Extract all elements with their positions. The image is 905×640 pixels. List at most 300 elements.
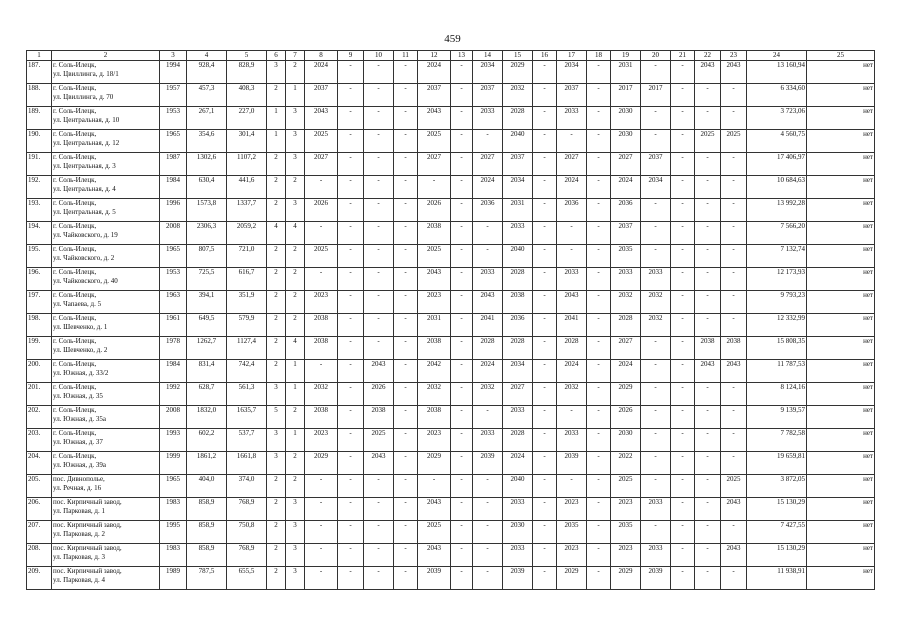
row-number: 205. xyxy=(27,475,52,498)
cell-c19: 2036 xyxy=(611,199,641,222)
address-locality: г. Соль-Илецк, xyxy=(53,337,97,345)
cell-c22: 2025 xyxy=(695,130,721,153)
cell-c14: 2024 xyxy=(473,360,503,383)
cell-cost: 15 130,29 xyxy=(747,544,807,567)
cell-c21: - xyxy=(671,429,695,452)
address-cell xyxy=(52,61,160,84)
cell-entrances: 2 xyxy=(286,268,305,291)
cell-c17: - xyxy=(557,130,587,153)
cell-floors: 2 xyxy=(267,199,286,222)
cell-cost: 7 427,55 xyxy=(747,521,807,544)
cell-c22: - xyxy=(695,291,721,314)
address-street: ул. Центральная, д. 4 xyxy=(53,184,116,193)
housing-register-table xyxy=(26,50,875,590)
cell-c18: - xyxy=(587,61,611,84)
cell-area-living: 721,0 xyxy=(227,245,267,268)
cell-c9: - xyxy=(338,383,364,406)
cell-c20: 2034 xyxy=(641,176,671,199)
cell-c21: - xyxy=(671,245,695,268)
cell-area-total: 1262,7 xyxy=(187,337,227,360)
column-header-24: 24 xyxy=(747,51,807,61)
cell-c23: - xyxy=(721,429,747,452)
row-number: 191. xyxy=(27,153,52,176)
cell-c12: 2043 xyxy=(418,498,451,521)
cell-floors: 2 xyxy=(267,337,286,360)
cell-c18: - xyxy=(587,360,611,383)
cell-c20: 2033 xyxy=(641,268,671,291)
cell-c14: - xyxy=(473,521,503,544)
cell-c14: 2024 xyxy=(473,176,503,199)
cell-c8: - xyxy=(305,475,338,498)
cell-area-total: 1573,8 xyxy=(187,199,227,222)
cell-c21: - xyxy=(671,176,695,199)
cell-c10: - xyxy=(364,176,394,199)
cell-flag: нет xyxy=(807,107,875,130)
cell-flag: нет xyxy=(807,406,875,429)
cell-c13: - xyxy=(451,222,473,245)
table-row xyxy=(27,337,875,360)
cell-c21: - xyxy=(671,107,695,130)
cell-c10: - xyxy=(364,544,394,567)
cell-c18: - xyxy=(587,107,611,130)
cell-c8: - xyxy=(305,360,338,383)
cell-c8: - xyxy=(305,544,338,567)
cell-c16: - xyxy=(533,107,557,130)
cell-entrances: 2 xyxy=(286,406,305,429)
cell-area-living: 537,7 xyxy=(227,429,267,452)
column-header-20: 20 xyxy=(641,51,671,61)
cell-c22: 2043 xyxy=(695,61,721,84)
cell-c17: 2036 xyxy=(557,199,587,222)
cell-c17: 2029 xyxy=(557,567,587,590)
table-row xyxy=(27,291,875,314)
cell-area-living: 1635,7 xyxy=(227,406,267,429)
cell-area-living: 374,0 xyxy=(227,475,267,498)
row-number: 203. xyxy=(27,429,52,452)
cell-area-total: 404,0 xyxy=(187,475,227,498)
cell-c17: 2024 xyxy=(557,360,587,383)
address-street: ул. Речная, д. 16 xyxy=(53,483,102,492)
register-body xyxy=(27,61,875,590)
cell-c20: - xyxy=(641,360,671,383)
cell-c14: 2041 xyxy=(473,314,503,337)
cell-cost: 11 787,53 xyxy=(747,360,807,383)
cell-c11: - xyxy=(394,337,418,360)
cell-c19: 2017 xyxy=(611,84,641,107)
cell-area-living: 1127,4 xyxy=(227,337,267,360)
cell-c22: - xyxy=(695,544,721,567)
cell-c19: 2029 xyxy=(611,383,641,406)
address-street: ул. Южная, д. 35 xyxy=(53,391,103,400)
cell-c10: 2025 xyxy=(364,429,394,452)
cell-flag: нет xyxy=(807,567,875,590)
cell-c14: - xyxy=(473,475,503,498)
cell-year: 1987 xyxy=(160,153,187,176)
cell-c15: 2033 xyxy=(503,406,533,429)
row-number: 204. xyxy=(27,452,52,475)
cell-c11: - xyxy=(394,383,418,406)
address-street: ул. Южная, д. 35а xyxy=(53,414,107,423)
cell-c17: 2034 xyxy=(557,61,587,84)
cell-c11: - xyxy=(394,521,418,544)
row-number: 208. xyxy=(27,544,52,567)
cell-c19: 2035 xyxy=(611,245,641,268)
cell-area-total: 354,6 xyxy=(187,130,227,153)
cell-c20: - xyxy=(641,521,671,544)
cell-cost: 15 808,35 xyxy=(747,337,807,360)
cell-c17: 2023 xyxy=(557,544,587,567)
address-locality: г. Соль-Илецк, xyxy=(53,176,97,184)
cell-c15: 2037 xyxy=(503,153,533,176)
cell-year: 1996 xyxy=(160,199,187,222)
cell-area-total: 787,5 xyxy=(187,567,227,590)
address-street: ул. Чайковского, д. 19 xyxy=(53,230,118,239)
table-row xyxy=(27,360,875,383)
cell-c14: - xyxy=(473,130,503,153)
cell-c16: - xyxy=(533,245,557,268)
cell-entrances: 3 xyxy=(286,521,305,544)
cell-c21: - xyxy=(671,199,695,222)
cell-c10: - xyxy=(364,107,394,130)
cell-area-total: 630,4 xyxy=(187,176,227,199)
cell-c10: - xyxy=(364,291,394,314)
address-street: ул. Парковая, д. 3 xyxy=(53,552,105,561)
cell-c14: - xyxy=(473,544,503,567)
cell-area-total: 1861,2 xyxy=(187,452,227,475)
cell-c21: - xyxy=(671,337,695,360)
cell-c10: - xyxy=(364,268,394,291)
cell-flag: нет xyxy=(807,475,875,498)
cell-c16: - xyxy=(533,176,557,199)
cell-c23: 2043 xyxy=(721,498,747,521)
cell-c13: - xyxy=(451,199,473,222)
cell-c9: - xyxy=(338,429,364,452)
cell-c12: 2024 xyxy=(418,61,451,84)
cell-c10: - xyxy=(364,337,394,360)
cell-c8: 2023 xyxy=(305,429,338,452)
cell-year: 1961 xyxy=(160,314,187,337)
cell-floors: 2 xyxy=(267,268,286,291)
cell-c16: - xyxy=(533,429,557,452)
cell-c15: 2028 xyxy=(503,337,533,360)
address-street: ул. Центральная, д. 3 xyxy=(53,161,116,170)
cell-c14: - xyxy=(473,406,503,429)
cell-area-living: 579,9 xyxy=(227,314,267,337)
cell-c10: - xyxy=(364,199,394,222)
cell-c12: 2032 xyxy=(418,383,451,406)
cell-cost: 13 160,94 xyxy=(747,61,807,84)
cell-c18: - xyxy=(587,452,611,475)
cell-c23: - xyxy=(721,452,747,475)
cell-c12: 2038 xyxy=(418,222,451,245)
address-cell xyxy=(52,544,160,567)
column-header-15: 15 xyxy=(503,51,533,61)
cell-floors: 2 xyxy=(267,360,286,383)
cell-c19: 2031 xyxy=(611,61,641,84)
cell-c22: 2038 xyxy=(695,337,721,360)
cell-c11: - xyxy=(394,498,418,521)
address-cell xyxy=(52,107,160,130)
cell-c9: - xyxy=(338,360,364,383)
cell-area-living: 301,4 xyxy=(227,130,267,153)
cell-c23: 2043 xyxy=(721,61,747,84)
cell-c9: - xyxy=(338,153,364,176)
table-row xyxy=(27,107,875,130)
cell-c21: - xyxy=(671,314,695,337)
cell-year: 1983 xyxy=(160,544,187,567)
table-row xyxy=(27,61,875,84)
table-row xyxy=(27,521,875,544)
cell-c16: - xyxy=(533,291,557,314)
address-street: ул. Центральная, д. 12 xyxy=(53,138,120,147)
cell-c14: 2037 xyxy=(473,84,503,107)
cell-c13: - xyxy=(451,498,473,521)
cell-year: 1953 xyxy=(160,268,187,291)
cell-c8: - xyxy=(305,567,338,590)
cell-c17: 2027 xyxy=(557,153,587,176)
cell-c22: - xyxy=(695,268,721,291)
cell-c23: - xyxy=(721,291,747,314)
cell-entrances: 1 xyxy=(286,383,305,406)
cell-c16: - xyxy=(533,544,557,567)
cell-c21: - xyxy=(671,84,695,107)
cell-area-total: 858,9 xyxy=(187,498,227,521)
cell-c12: 2038 xyxy=(418,406,451,429)
cell-c22: - xyxy=(695,521,721,544)
cell-flag: нет xyxy=(807,176,875,199)
cell-entrances: 1 xyxy=(286,360,305,383)
address-street: ул. Шевченко, д. 2 xyxy=(53,345,108,354)
address-cell xyxy=(52,222,160,245)
cell-c11: - xyxy=(394,291,418,314)
cell-c12: 2026 xyxy=(418,199,451,222)
cell-c22: - xyxy=(695,107,721,130)
cell-c20: 2033 xyxy=(641,544,671,567)
cell-c8: 2032 xyxy=(305,383,338,406)
cell-c16: - xyxy=(533,521,557,544)
cell-floors: 2 xyxy=(267,153,286,176)
column-header-14: 14 xyxy=(473,51,503,61)
cell-c14: - xyxy=(473,498,503,521)
cell-flag: нет xyxy=(807,429,875,452)
cell-c14: 2033 xyxy=(473,107,503,130)
cell-c21: - xyxy=(671,406,695,429)
table-row xyxy=(27,452,875,475)
cell-c23: - xyxy=(721,268,747,291)
cell-c10: 2043 xyxy=(364,452,394,475)
cell-c18: - xyxy=(587,337,611,360)
cell-c13: - xyxy=(451,291,473,314)
cell-entrances: 3 xyxy=(286,567,305,590)
cell-c16: - xyxy=(533,567,557,590)
cell-c13: - xyxy=(451,452,473,475)
cell-c9: - xyxy=(338,337,364,360)
cell-year: 1993 xyxy=(160,429,187,452)
row-number: 190. xyxy=(27,130,52,153)
cell-c11: - xyxy=(394,475,418,498)
table-row xyxy=(27,544,875,567)
cell-c16: - xyxy=(533,153,557,176)
cell-c13: - xyxy=(451,84,473,107)
column-header-13: 13 xyxy=(451,51,473,61)
cell-year: 1978 xyxy=(160,337,187,360)
cell-entrances: 2 xyxy=(286,176,305,199)
cell-area-total: 267,1 xyxy=(187,107,227,130)
cell-c22: - xyxy=(695,222,721,245)
cell-c19: 2033 xyxy=(611,268,641,291)
cell-area-total: 858,9 xyxy=(187,544,227,567)
cell-c21: - xyxy=(671,521,695,544)
cell-year: 1965 xyxy=(160,130,187,153)
cell-area-living: 616,7 xyxy=(227,268,267,291)
cell-c15: 2027 xyxy=(503,383,533,406)
cell-c21: - xyxy=(671,498,695,521)
cell-c13: - xyxy=(451,360,473,383)
row-number: 202. xyxy=(27,406,52,429)
cell-c8: 2025 xyxy=(305,245,338,268)
cell-c9: - xyxy=(338,544,364,567)
cell-c11: - xyxy=(394,268,418,291)
cell-c17: 2037 xyxy=(557,84,587,107)
cell-cost: 7 566,20 xyxy=(747,222,807,245)
cell-year: 1957 xyxy=(160,84,187,107)
cell-c12: 2043 xyxy=(418,268,451,291)
address-locality: г. Соль-Илецк, xyxy=(53,84,97,92)
cell-cost: 17 406,97 xyxy=(747,153,807,176)
cell-flag: нет xyxy=(807,360,875,383)
cell-cost: 7 132,74 xyxy=(747,245,807,268)
cell-c18: - xyxy=(587,521,611,544)
cell-c21: - xyxy=(671,61,695,84)
address-locality: пос. Дивнополье, xyxy=(53,475,105,483)
cell-year: 1994 xyxy=(160,61,187,84)
cell-c11: - xyxy=(394,360,418,383)
cell-floors: 1 xyxy=(267,107,286,130)
cell-c20: - xyxy=(641,337,671,360)
cell-flag: нет xyxy=(807,268,875,291)
address-street: ул. Парковая, д. 4 xyxy=(53,575,105,584)
cell-c19: 2025 xyxy=(611,475,641,498)
cell-c10: - xyxy=(364,130,394,153)
cell-c19: 2024 xyxy=(611,176,641,199)
cell-c13: - xyxy=(451,107,473,130)
cell-flag: нет xyxy=(807,61,875,84)
column-header-23: 23 xyxy=(721,51,747,61)
cell-c13: - xyxy=(451,268,473,291)
cell-area-living: 2059,2 xyxy=(227,222,267,245)
cell-c22: - xyxy=(695,314,721,337)
cell-c10: 2038 xyxy=(364,406,394,429)
cell-entrances: 3 xyxy=(286,153,305,176)
cell-c17: 2033 xyxy=(557,107,587,130)
cell-c12: 2025 xyxy=(418,130,451,153)
address-cell xyxy=(52,130,160,153)
row-number: 201. xyxy=(27,383,52,406)
cell-c16: - xyxy=(533,498,557,521)
cell-c20: - xyxy=(641,452,671,475)
address-street: ул. Чайковского, д. 2 xyxy=(53,253,115,262)
cell-c10: - xyxy=(364,61,394,84)
cell-c13: - xyxy=(451,567,473,590)
cell-c22: - xyxy=(695,498,721,521)
cell-c15: 2033 xyxy=(503,498,533,521)
cell-c8: 2025 xyxy=(305,130,338,153)
address-cell xyxy=(52,199,160,222)
cell-area-total: 858,9 xyxy=(187,521,227,544)
cell-c15: 2033 xyxy=(503,544,533,567)
cell-c19: 2029 xyxy=(611,567,641,590)
cell-c14: 2032 xyxy=(473,383,503,406)
cell-c21: - xyxy=(671,452,695,475)
address-locality: пос. Кирпичный завод, xyxy=(53,544,122,552)
column-header-22: 22 xyxy=(695,51,721,61)
address-locality: г. Соль-Илецк, xyxy=(53,130,97,138)
column-header-17: 17 xyxy=(557,51,587,61)
cell-c23: - xyxy=(721,521,747,544)
address-street: ул. Парковая, д. 1 xyxy=(53,506,105,515)
cell-c15: 2030 xyxy=(503,521,533,544)
cell-c8: - xyxy=(305,222,338,245)
table-row xyxy=(27,475,875,498)
cell-c23: - xyxy=(721,84,747,107)
cell-c10: - xyxy=(364,222,394,245)
cell-c22: - xyxy=(695,406,721,429)
cell-floors: 3 xyxy=(267,429,286,452)
cell-c8: 2026 xyxy=(305,199,338,222)
cell-cost: 3 872,05 xyxy=(747,475,807,498)
cell-c21: - xyxy=(671,153,695,176)
cell-c21: - xyxy=(671,544,695,567)
address-street: ул. Цвиллинга, д. 70 xyxy=(53,92,114,101)
cell-entrances: 2 xyxy=(286,475,305,498)
cell-c11: - xyxy=(394,544,418,567)
cell-entrances: 3 xyxy=(286,130,305,153)
column-header-18: 18 xyxy=(587,51,611,61)
cell-entrances: 3 xyxy=(286,199,305,222)
row-number: 206. xyxy=(27,498,52,521)
cell-area-living: 561,3 xyxy=(227,383,267,406)
cell-c15: 2029 xyxy=(503,61,533,84)
address-cell xyxy=(52,475,160,498)
table-row xyxy=(27,176,875,199)
cell-floors: 1 xyxy=(267,130,286,153)
cell-c18: - xyxy=(587,130,611,153)
cell-c11: - xyxy=(394,245,418,268)
address-street: ул. Шевченко, д. 1 xyxy=(53,322,108,331)
cell-c20: 2037 xyxy=(641,153,671,176)
cell-flag: нет xyxy=(807,130,875,153)
cell-flag: нет xyxy=(807,314,875,337)
cell-c22: - xyxy=(695,176,721,199)
cell-c17: 2023 xyxy=(557,498,587,521)
cell-c8: 2024 xyxy=(305,61,338,84)
table-row xyxy=(27,383,875,406)
cell-floors: 2 xyxy=(267,84,286,107)
cell-c9: - xyxy=(338,222,364,245)
cell-c17: 2024 xyxy=(557,176,587,199)
cell-c12: 2027 xyxy=(418,153,451,176)
cell-c18: - xyxy=(587,567,611,590)
cell-year: 1992 xyxy=(160,383,187,406)
cell-c19: 2024 xyxy=(611,360,641,383)
cell-c15: 2032 xyxy=(503,84,533,107)
cell-c12: 2043 xyxy=(418,544,451,567)
address-cell xyxy=(52,567,160,590)
cell-c17: - xyxy=(557,245,587,268)
cell-c13: - xyxy=(451,130,473,153)
row-number: 198. xyxy=(27,314,52,337)
address-street: ул. Центральная, д. 10 xyxy=(53,115,120,124)
